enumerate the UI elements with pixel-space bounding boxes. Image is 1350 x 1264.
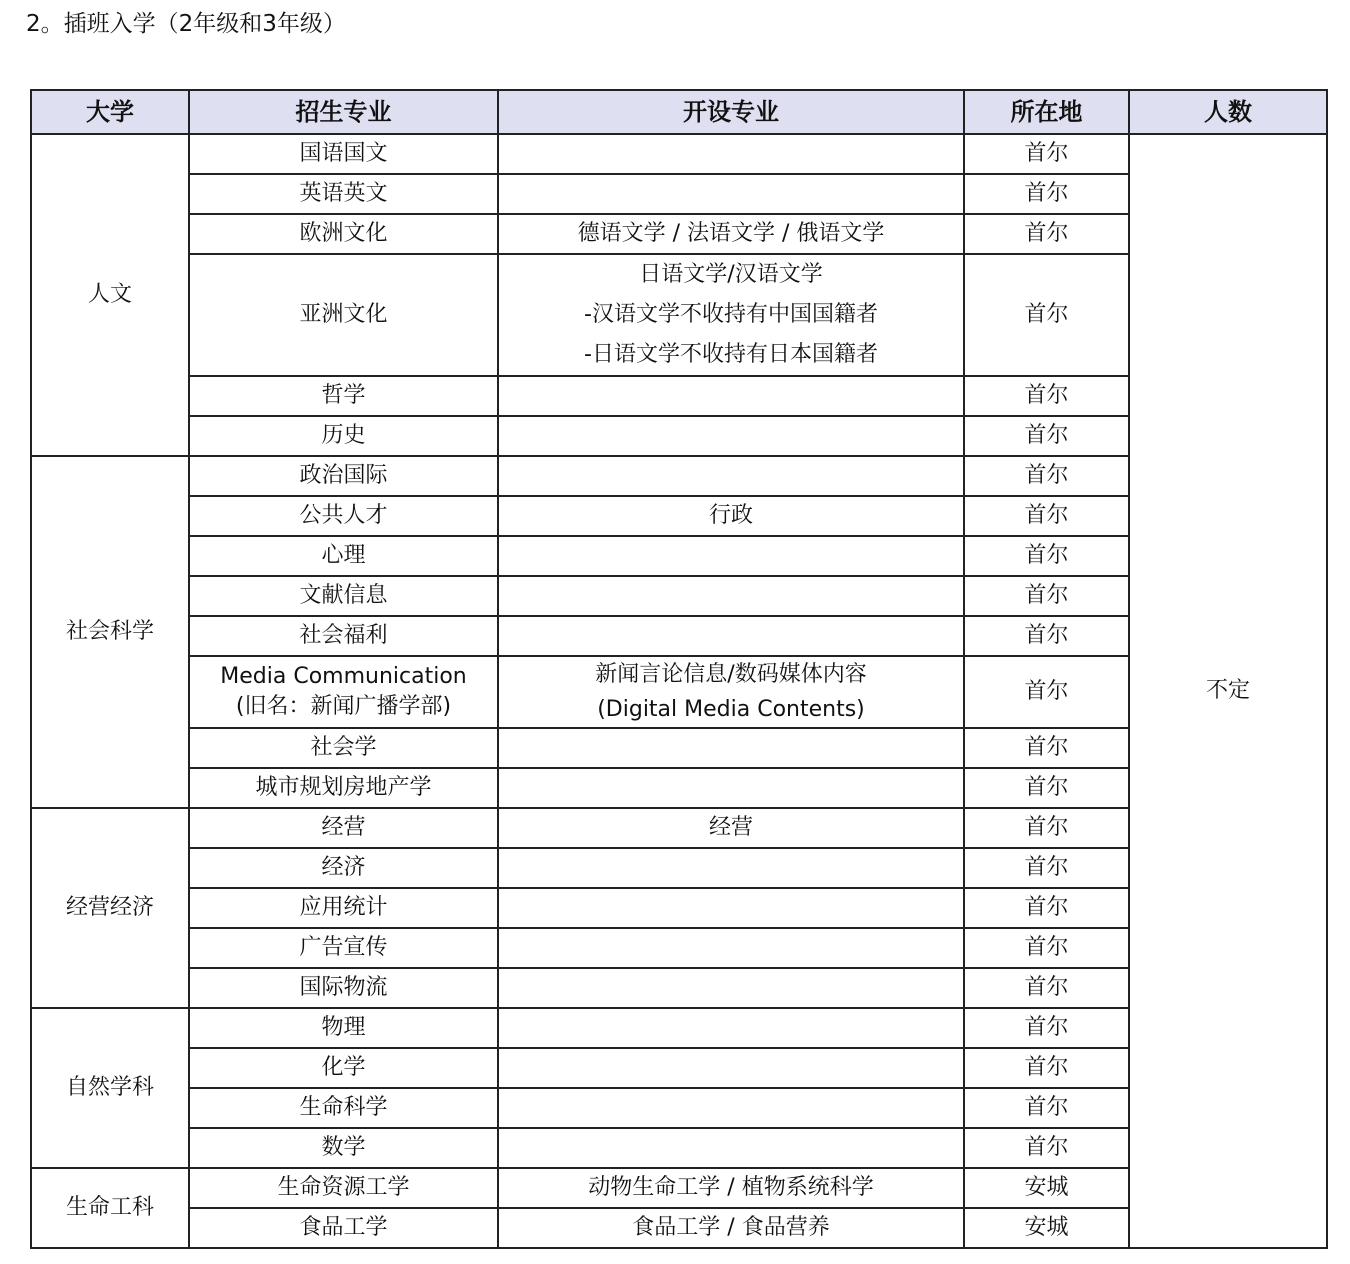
offered-major-text: 日语文学/汉语文学 — [639, 262, 823, 287]
offered-major-cell — [498, 656, 964, 728]
table-body — [31, 134, 1327, 1248]
offered-major-cell — [498, 456, 964, 496]
major-cell — [189, 376, 498, 416]
location-cell: 首尔 — [964, 456, 1129, 496]
major-text: (旧名：新闻广播学部) — [235, 694, 452, 719]
major-cell — [189, 1168, 498, 1208]
location-cell: 首尔 — [964, 376, 1129, 416]
location-cell: 首尔 — [964, 968, 1129, 1008]
major-text: 社会福利 — [299, 623, 388, 648]
location-cell: 首尔 — [964, 174, 1129, 214]
major-text: 英语英文 — [299, 181, 388, 206]
major-text: 政治国际 — [299, 463, 388, 488]
major-cell — [189, 254, 498, 376]
college-cell: 人文 — [31, 134, 189, 456]
offered-major-text: 食品工学 / 食品营养 — [632, 1215, 830, 1240]
offered-major-cell — [498, 848, 964, 888]
major-text: 生命科学 — [299, 1095, 388, 1120]
offered-major-cell — [498, 536, 964, 576]
header-row — [31, 90, 1327, 134]
offered-major-cell — [498, 768, 964, 808]
table-row — [31, 134, 1327, 174]
offered-major-cell — [498, 576, 964, 616]
college-cell: 社会科学 — [31, 456, 189, 808]
major-text: 广告宣传 — [299, 935, 388, 960]
section-heading: 2。插班入学（2年级和3年级） — [26, 11, 346, 37]
major-text: 国语国文 — [299, 141, 388, 166]
location-cell: 首尔 — [964, 1088, 1129, 1128]
location-cell: 安城 — [964, 1168, 1129, 1208]
major-text: 经济 — [321, 855, 366, 880]
major-text: 历史 — [321, 423, 366, 448]
major-cell — [189, 1208, 498, 1248]
major-text: 社会学 — [310, 735, 377, 760]
location-cell: 首尔 — [964, 848, 1129, 888]
location-cell: 首尔 — [964, 214, 1129, 254]
location-cell: 首尔 — [964, 768, 1129, 808]
major-text: 文献信息 — [299, 583, 388, 608]
location-cell: 首尔 — [964, 1128, 1129, 1168]
offered-major-text: (Digital Media Contents) — [597, 697, 865, 722]
major-text: 应用统计 — [299, 895, 388, 920]
offered-major-cell — [498, 1048, 964, 1088]
college-cell: 经营经济 — [31, 808, 189, 1008]
offered-major-cell — [498, 888, 964, 928]
offered-major-cell — [498, 376, 964, 416]
offered-major-cell — [498, 968, 964, 1008]
major-cell — [189, 496, 498, 536]
location-cell: 首尔 — [964, 496, 1129, 536]
major-text: 欧洲文化 — [299, 221, 388, 246]
major-cell — [189, 656, 498, 728]
location-cell: 首尔 — [964, 728, 1129, 768]
major-text: 食品工学 — [299, 1215, 388, 1240]
major-cell — [189, 1128, 498, 1168]
major-cell — [189, 576, 498, 616]
offered-major-text: 动物生命工学 / 植物系统科学 — [588, 1175, 874, 1200]
major-cell — [189, 214, 498, 254]
major-cell — [189, 1048, 498, 1088]
location-cell: 首尔 — [964, 616, 1129, 656]
major-cell — [189, 1008, 498, 1048]
location-cell: 首尔 — [964, 1048, 1129, 1088]
header-location: 所在地 — [964, 90, 1129, 134]
offered-major-cell — [498, 214, 964, 254]
major-text: 哲学 — [321, 383, 366, 408]
header-count: 人数 — [1129, 90, 1327, 134]
offered-major-cell — [498, 416, 964, 456]
admission-table — [30, 89, 1328, 1249]
offered-major-cell — [498, 728, 964, 768]
header-college: 大学 — [31, 90, 189, 134]
major-cell — [189, 728, 498, 768]
major-text: 经营 — [321, 815, 366, 840]
offered-major-cell — [498, 174, 964, 214]
location-cell: 首尔 — [964, 576, 1129, 616]
major-cell — [189, 456, 498, 496]
offered-major-cell — [498, 134, 964, 174]
major-text: 心理 — [321, 543, 366, 568]
major-text: 化学 — [321, 1055, 366, 1080]
major-cell — [189, 134, 498, 174]
location-cell: 首尔 — [964, 1008, 1129, 1048]
offered-major-text: 德语文学 / 法语文学 / 俄语文学 — [577, 221, 885, 246]
college-cell: 自然学科 — [31, 1008, 189, 1168]
location-cell: 首尔 — [964, 416, 1129, 456]
location-cell: 首尔 — [964, 656, 1129, 728]
location-cell: 首尔 — [964, 536, 1129, 576]
offered-major-text: 新闻言论信息/数码媒体内容 — [595, 662, 867, 687]
major-text: 数学 — [321, 1135, 366, 1160]
offered-major-cell — [498, 1088, 964, 1128]
major-cell — [189, 616, 498, 656]
header-major: 招生专业 — [189, 90, 498, 134]
header-offered-major: 开设专业 — [498, 90, 964, 134]
major-text: 国际物流 — [299, 975, 388, 1000]
location-cell: 首尔 — [964, 134, 1129, 174]
offered-major-cell — [498, 254, 964, 376]
major-cell — [189, 888, 498, 928]
offered-major-cell — [498, 928, 964, 968]
major-text: 生命资源工学 — [277, 1175, 410, 1200]
major-cell — [189, 174, 498, 214]
major-cell — [189, 968, 498, 1008]
offered-major-text: 经营 — [708, 815, 753, 840]
location-cell: 安城 — [964, 1208, 1129, 1248]
offered-major-cell — [498, 616, 964, 656]
major-cell — [189, 768, 498, 808]
offered-major-cell — [498, 1128, 964, 1168]
major-cell — [189, 928, 498, 968]
offered-major-cell — [498, 496, 964, 536]
offered-major-text: -汉语文学不收持有中国国籍者 — [584, 302, 878, 327]
major-cell — [189, 416, 498, 456]
major-cell — [189, 848, 498, 888]
offered-major-cell — [498, 1208, 964, 1248]
location-cell: 首尔 — [964, 254, 1129, 376]
major-text: 公共人才 — [299, 503, 388, 528]
major-text: Media Communication — [220, 664, 467, 689]
location-cell: 首尔 — [964, 808, 1129, 848]
count-cell: 不定 — [1129, 134, 1327, 1248]
major-cell — [189, 536, 498, 576]
offered-major-cell — [498, 808, 964, 848]
major-text: 物理 — [321, 1015, 366, 1040]
offered-major-cell — [498, 1008, 964, 1048]
location-cell: 首尔 — [964, 928, 1129, 968]
offered-major-text: 行政 — [708, 503, 753, 528]
major-cell — [189, 808, 498, 848]
major-text: 城市规划房地产学 — [255, 775, 432, 800]
major-cell — [189, 1088, 498, 1128]
college-cell: 生命工科 — [31, 1168, 189, 1248]
major-text: 亚洲文化 — [299, 302, 388, 327]
location-cell: 首尔 — [964, 888, 1129, 928]
offered-major-text: -日语文学不收持有日本国籍者 — [584, 342, 878, 367]
offered-major-cell — [498, 1168, 964, 1208]
